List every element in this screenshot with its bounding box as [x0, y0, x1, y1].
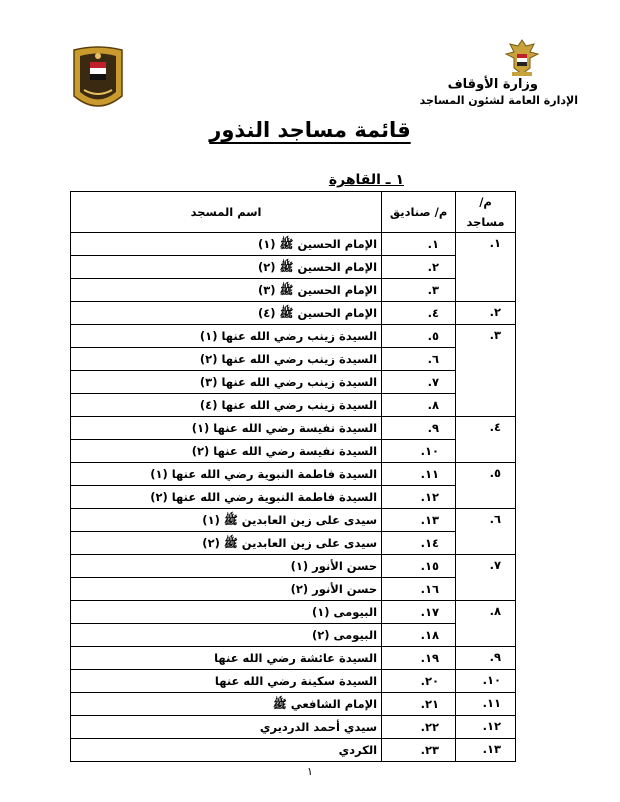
table-row [71, 394, 516, 417]
mosque-number: ٤. [456, 417, 516, 463]
mosque-name: البيومى (٢) [71, 624, 382, 647]
mosque-number: ٧. [456, 555, 516, 601]
table-row [71, 555, 516, 578]
box-number: ١٢. [382, 486, 456, 509]
mosque-number: ١. [456, 233, 516, 302]
table-row [71, 739, 516, 762]
mosque-name: السيدة فاطمة النبوية رضي الله عنها (٢) [71, 486, 382, 509]
box-number: ٥. [382, 325, 456, 348]
mosque-name: الإمام الشافعي ﷺ [71, 693, 382, 716]
box-number: ١٦. [382, 578, 456, 601]
box-number: ٨. [382, 394, 456, 417]
ministry-header [419, 76, 578, 109]
table-row [71, 601, 516, 624]
mosque-name: سيدى على زين العابدين ﷺ (٢) [71, 532, 382, 555]
ministry-seal-logo-icon [70, 44, 126, 116]
table-row [71, 693, 516, 716]
box-number: ٢١. [382, 693, 456, 716]
ministry-name: وزارة الأوقاف [447, 77, 538, 92]
box-number: ٧. [382, 371, 456, 394]
table-row [71, 532, 516, 555]
mosque-name: حسن الأنور (١) [71, 555, 382, 578]
mosque-number: ١٢. [456, 716, 516, 739]
mosque-name: البيومى (١) [71, 601, 382, 624]
table-row [71, 624, 516, 647]
mosque-number: ٣. [456, 325, 516, 417]
mosque-name: السيدة سكينة رضي الله عنها [71, 670, 382, 693]
mosque-name: السيدة زينب رضي الله عنها (٢) [71, 348, 382, 371]
egypt-eagle-emblem-icon [500, 38, 544, 78]
mosque-name: السيدة زينب رضي الله عنها (٤) [71, 394, 382, 417]
box-number: ١١. [382, 463, 456, 486]
box-number: ٢٢. [382, 716, 456, 739]
mosque-number: ١١. [456, 693, 516, 716]
table-row [71, 509, 516, 532]
mosque-name: الإمام الحسين ﷺ (٣) [71, 279, 382, 302]
mosque-number: ٦. [456, 509, 516, 555]
box-number: ٩. [382, 417, 456, 440]
table-header-row [71, 192, 516, 233]
box-number: ٦. [382, 348, 456, 371]
mosque-number: ٨. [456, 601, 516, 647]
mosque-number: ٩. [456, 647, 516, 670]
box-number: ١٥. [382, 555, 456, 578]
table-row [71, 279, 516, 302]
mosque-name: الإمام الحسين ﷺ (١) [71, 233, 382, 256]
mosque-name: السيدة زينب رضي الله عنها (١) [71, 325, 382, 348]
table-row [71, 348, 516, 371]
page-number: ١ [307, 765, 313, 778]
table-row [71, 256, 516, 279]
header-mosque-name: اسم المسجد [71, 192, 382, 233]
box-number: ٢. [382, 256, 456, 279]
box-number: ١٨. [382, 624, 456, 647]
table-row [71, 716, 516, 739]
mosque-name: السيدة فاطمة النبوية رضي الله عنها (١) [71, 463, 382, 486]
mosques-table [70, 191, 516, 762]
table-row [71, 325, 516, 348]
section-title: ١ ـ القاهرة [328, 172, 404, 188]
box-number: ١. [382, 233, 456, 256]
table-row [71, 647, 516, 670]
header-box-no: م/ صناديق [382, 192, 456, 233]
table-row [71, 670, 516, 693]
mosque-name: حسن الأنور (٢) [71, 578, 382, 601]
mosque-number: ١٠. [456, 670, 516, 693]
mosque-name: الإمام الحسين ﷺ (٢) [71, 256, 382, 279]
mosque-name: السيدة عائشة رضي الله عنها [71, 647, 382, 670]
mosque-number: ٢. [456, 302, 516, 325]
mosque-name: الكردي [71, 739, 382, 762]
table-row [71, 371, 516, 394]
table-row [71, 486, 516, 509]
mosque-number: ١٣. [456, 739, 516, 762]
mosque-number: ٥. [456, 463, 516, 509]
box-number: ١٩. [382, 647, 456, 670]
mosque-name: سيدى على زين العابدين ﷺ (١) [71, 509, 382, 532]
table-row [71, 233, 516, 256]
mosque-name: السيدة نفيسة رضي الله عنها (٢) [71, 440, 382, 463]
table-row [71, 463, 516, 486]
box-number: ٣. [382, 279, 456, 302]
department-name: الإدارة العامة لشئون المساجد [419, 94, 578, 107]
table-row [71, 578, 516, 601]
mosque-name: السيدة نفيسة رضي الله عنها (١) [71, 417, 382, 440]
box-number: ١٤. [382, 532, 456, 555]
box-number: ١٧. [382, 601, 456, 624]
mosque-name: الإمام الحسين ﷺ (٤) [71, 302, 382, 325]
table-body [71, 233, 516, 762]
box-number: ٢٠. [382, 670, 456, 693]
box-number: ٤. [382, 302, 456, 325]
table-row [71, 440, 516, 463]
header-mosque-no: م/ مساجد [456, 192, 516, 233]
table-row [71, 302, 516, 325]
table-row [71, 417, 516, 440]
box-number: ١٠. [382, 440, 456, 463]
mosque-name: سيدي أحمد الدرديري [71, 716, 382, 739]
box-number: ٢٣. [382, 739, 456, 762]
page-title: قائمة مساجد النذور [209, 118, 411, 142]
box-number: ١٣. [382, 509, 456, 532]
mosque-name: السيدة زينب رضي الله عنها (٣) [71, 371, 382, 394]
